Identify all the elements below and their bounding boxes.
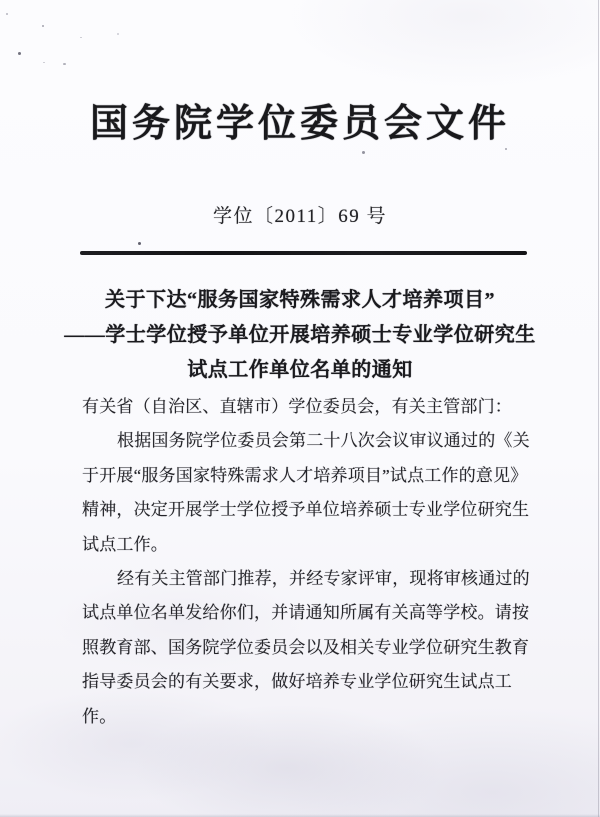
body-line: 精神，决定开展学士学位授予单位培养硕士专业学位研究生 [82, 500, 530, 520]
scan-speck [6, 13, 8, 15]
scan-speck [362, 151, 365, 154]
scan-speck [138, 242, 141, 245]
scan-speck [80, 37, 82, 38]
body-line: 试点工作。 [82, 534, 168, 554]
scan-speck [117, 33, 119, 35]
body-line: 试点单位名单发给你们，并请通知所属有关高等学校。请按 [82, 603, 530, 623]
scan-speck [18, 52, 21, 55]
scan-speck [42, 25, 44, 27]
body-line: 经有关主管部门推荐，并经专家评审，现将审核通过的 [117, 569, 530, 589]
notice-title-line: 试点工作单位名单的通知 [187, 359, 413, 381]
body-line: 作。 [82, 706, 117, 726]
scan-speck [63, 63, 66, 65]
letterhead-title: 国务院学位委员会文件 [89, 103, 510, 145]
body-line: 根据国务院学位委员会第二十八次会议审议通过的《关 [117, 431, 530, 451]
document-number: 学位〔2011〕69 号 [212, 206, 388, 227]
scan-speck [43, 62, 45, 63]
body-line: 照教育部、国务院学位委员会以及相关专业学位研究生教育 [82, 637, 530, 657]
scan-speck [505, 148, 507, 150]
notice-title-line: ——学士学位授予单位开展培养硕士专业学位研究生 [64, 324, 536, 346]
body-line: 指导委员会的有关要求，做好培养专业学位研究生试点工 [82, 672, 512, 692]
scan-edge-shadow [598, 0, 599, 817]
notice-title-line: 关于下达“服务国家特殊需求人才培养项目” [105, 289, 495, 311]
notice-title [0, 283, 600, 388]
salutation-line: 有关省（自治区、直辖市）学位委员会，有关主管部门： [82, 397, 512, 416]
header-divider-rule [80, 251, 527, 255]
body-text-block [82, 390, 540, 734]
body-line: 于开展“服务国家特殊需求人才培养项目”试点工作的意见》 [82, 465, 528, 485]
